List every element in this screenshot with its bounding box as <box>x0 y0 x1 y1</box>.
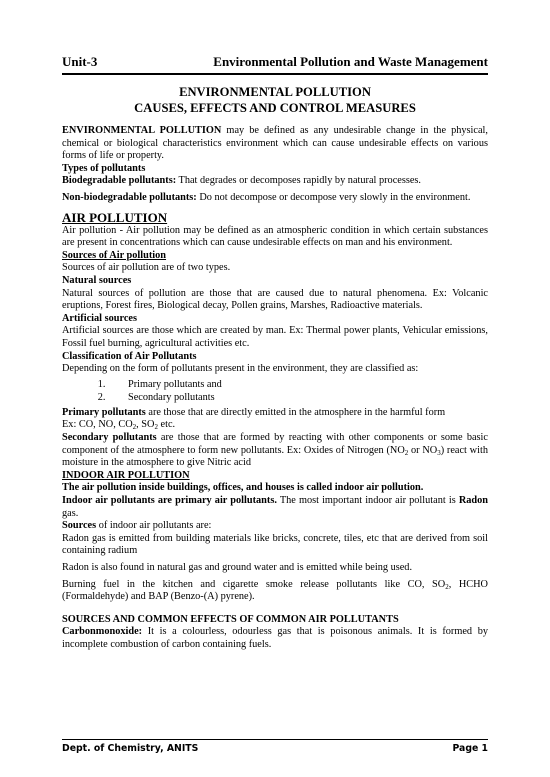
intro-text: may be defined as any undesirable change in the physical, chemical or biological characteristics environment which can cause undesirable effects on various forms of life or property. <box>62 125 488 162</box>
radon-gas-text: Radon is also found in natural gas and ground water and is emitted while being used. <box>62 562 413 573</box>
artificial-sources-heading: Artificial sources <box>62 312 138 324</box>
nonbiodegradable-text: Do not decompose or decompose very slowly in the environment. <box>196 191 471 203</box>
page-header <box>62 54 488 75</box>
secondary-text: or NO <box>408 444 438 456</box>
intro-term: ENVIRONMENTAL POLLUTION <box>62 125 222 136</box>
indoor-primary-text: gas. <box>62 507 79 519</box>
page-content <box>62 84 488 652</box>
classification-list <box>62 378 488 405</box>
radon-building-text: Radon gas is emitted from building materials like bricks, concrete, tiles, etc that are derived from soil containing radium <box>62 532 488 557</box>
biodegradable-label: Biodegradable pollutants: <box>62 175 177 187</box>
common-pollutants-heading: SOURCES AND COMMON EFFECTS OF COMMON AIR POLLUTANTS <box>62 613 399 625</box>
classification-heading: Classification of Air Pollutants <box>62 350 197 362</box>
primary-pollutants-examples <box>62 419 488 432</box>
sources-text: Sources of air pollution are of two types. <box>62 262 231 274</box>
radon-term: Radon <box>458 495 488 507</box>
primary-pollutants-text: are those that are directly emitted in the atmosphere in the harmful form <box>145 406 446 418</box>
burning-fuel-paragraph <box>62 579 488 604</box>
document-subtitle: CAUSES, EFFECTS AND CONTROL MEASURES <box>134 101 416 115</box>
department-label: Dept. of Chemistry, ANITS <box>62 743 199 754</box>
carbon-monoxide-paragraph <box>62 626 488 651</box>
indoor-sources-label: Sources <box>62 520 97 532</box>
subscript: 2 <box>445 582 449 591</box>
course-title: Environmental Pollution and Waste Management <box>213 54 488 69</box>
subscript: 2 <box>132 423 137 432</box>
secondary-pollutants-paragraph <box>62 432 488 470</box>
artificial-sources-text: Artificial sources are those which are created by man. Ex: Thermal power plants, Vehicular emissions, Fossil fuel burning, agricultural activities etc. <box>62 325 488 349</box>
primary-pollutants-paragraph <box>62 407 488 420</box>
indoor-sources-paragraph <box>62 520 488 533</box>
carbon-monoxide-text: It is a colourless, odourless gas that is poisonous animals. It is formed by incomplete combustion of carbon containing fuels. <box>62 626 488 650</box>
list-item: 1. Primary pollutants and <box>108 378 488 392</box>
natural-sources-heading: Natural sources <box>62 274 132 286</box>
burning-text: , HCHO (Formaldehyde) and BAP (Benzo-(A) pyrene). <box>62 578 488 603</box>
air-pollution-definition: Air pollution - Air pollution may be defined as an atmospheric condition in which certain substances are present in concentrations which can cause undesirable effects on man and his environment. <box>62 224 488 249</box>
biodegradable-text: That degrades or decomposes rapidly by natural processes. <box>176 175 421 187</box>
carbon-monoxide-label: Carbonmonoxide: <box>62 626 143 638</box>
example-text: , SO <box>136 419 155 431</box>
subscript: 2 <box>154 423 158 432</box>
air-pollution-heading: AIR POLLUTION <box>62 209 168 225</box>
burning-text: Burning fuel in the kitchen and cigarette smoke release pollutants like CO, SO <box>62 578 446 590</box>
example-text: Ex: CO, NO, CO <box>62 419 133 431</box>
biodegradable-paragraph <box>62 175 488 188</box>
indoor-primary-label: Indoor air pollutants are primary air pollutants. <box>62 495 277 507</box>
types-heading: Types of pollutants <box>62 162 146 174</box>
natural-sources-text: Natural sources of pollution are those that are caused due to natural phenomena. Ex: Volcanic eruptions, Forest fires, Biological decay, Pollen grains, Marshes, Radioactive materials. <box>62 287 488 312</box>
sources-heading: Sources of Air pollution <box>62 249 167 261</box>
nonbiodegradable-label: Non-biodegradable pollutants: <box>62 191 197 203</box>
page-footer <box>62 739 488 754</box>
example-text: etc. <box>157 419 176 431</box>
indoor-sources-text: of indoor air pollutants are: <box>96 520 212 532</box>
secondary-text: are those that are formed by reacting with other components or some basic component of the atmosphere to form new pollutants. Ex: Oxides of Nitrogen (NO <box>62 432 488 456</box>
indoor-primary-text: The most important indoor air pollutant is <box>276 495 459 507</box>
indoor-primary-paragraph <box>62 495 488 520</box>
list-item: 2. Secondary pollutants <box>108 391 488 405</box>
secondary-pollutants-label: Secondary pollutants <box>62 432 157 444</box>
indoor-heading: INDOOR AIR POLLUTION <box>62 469 190 481</box>
unit-label: Unit-3 <box>62 54 98 69</box>
intro-paragraph <box>62 125 488 163</box>
subscript: 3 <box>437 448 441 457</box>
primary-pollutants-label: Primary pollutants <box>62 406 146 418</box>
nonbiodegradable-paragraph <box>62 192 488 205</box>
page-number: Page 1 <box>452 743 488 754</box>
secondary-text: ) react with moisture in the atmosphere to give Nitric acid <box>62 444 488 469</box>
indoor-definition: The air pollution inside buildings, offices, and houses is called indoor air pollution. <box>62 482 424 494</box>
subscript: 2 <box>404 448 409 457</box>
document-title: ENVIRONMENTAL POLLUTION <box>179 85 371 99</box>
classification-text: Depending on the form of pollutants present in the environment, they are classified as: <box>62 363 419 375</box>
